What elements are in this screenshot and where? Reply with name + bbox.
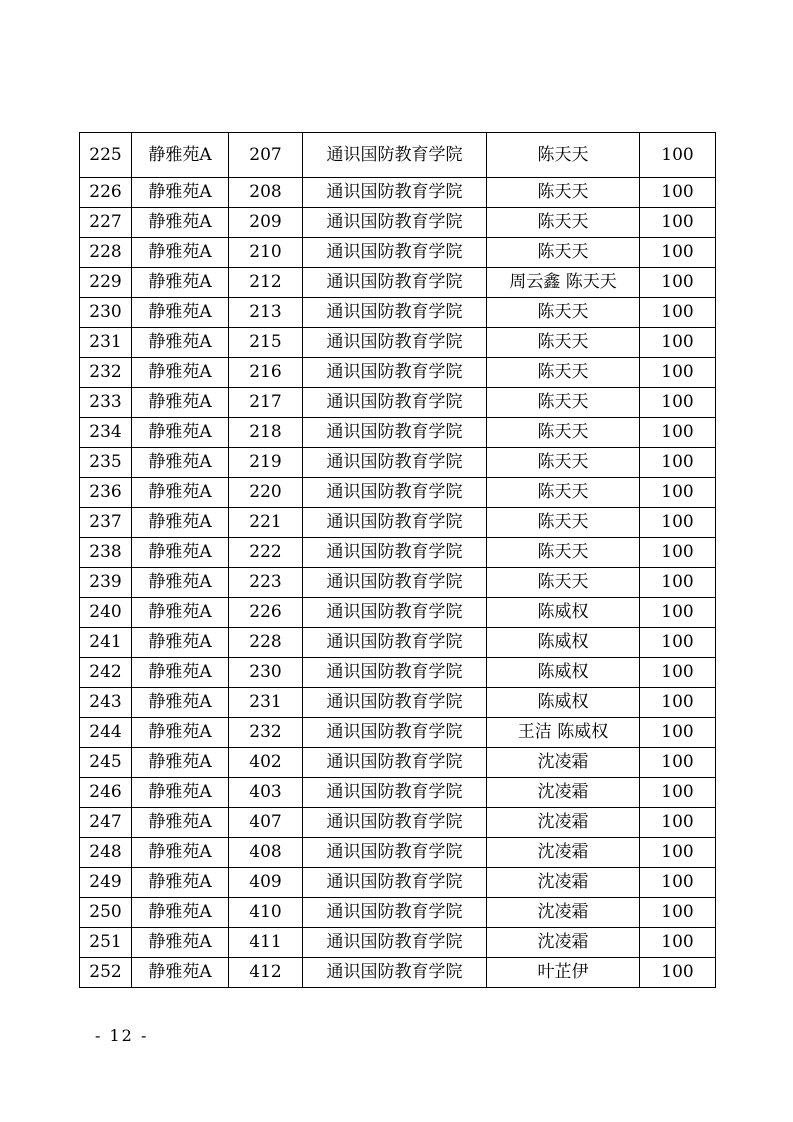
building-cell: 静雅苑A — [132, 748, 229, 778]
college-cell: 通识国防教育学院 — [303, 958, 487, 988]
row-index-cell: 236 — [80, 478, 132, 508]
score-cell: 100 — [640, 718, 716, 748]
table-row — [80, 838, 716, 868]
table-row — [80, 718, 716, 748]
row-index-cell: 231 — [80, 328, 132, 358]
row-index-cell: 246 — [80, 778, 132, 808]
college-cell: 通识国防教育学院 — [303, 358, 487, 388]
score-cell: 100 — [640, 658, 716, 688]
table-row — [80, 898, 716, 928]
building-cell: 静雅苑A — [132, 838, 229, 868]
row-index-cell: 252 — [80, 958, 132, 988]
row-index-cell: 240 — [80, 598, 132, 628]
counselor-cell: 陈威权 — [487, 658, 640, 688]
table-row — [80, 133, 716, 178]
row-index-cell: 225 — [80, 133, 132, 178]
score-cell: 100 — [640, 838, 716, 868]
building-cell: 静雅苑A — [132, 178, 229, 208]
score-cell: 100 — [640, 358, 716, 388]
table-row — [80, 478, 716, 508]
building-cell: 静雅苑A — [132, 538, 229, 568]
room-number-cell: 219 — [229, 448, 303, 478]
row-index-cell: 245 — [80, 748, 132, 778]
room-number-cell: 222 — [229, 538, 303, 568]
room-number-cell: 412 — [229, 958, 303, 988]
counselor-cell: 陈天天 — [487, 538, 640, 568]
room-number-cell: 220 — [229, 478, 303, 508]
building-cell: 静雅苑A — [132, 328, 229, 358]
table-row — [80, 658, 716, 688]
building-cell: 静雅苑A — [132, 868, 229, 898]
room-number-cell: 232 — [229, 718, 303, 748]
building-cell: 静雅苑A — [132, 448, 229, 478]
college-cell: 通识国防教育学院 — [303, 238, 487, 268]
college-cell: 通识国防教育学院 — [303, 298, 487, 328]
counselor-cell: 沈凌霜 — [487, 748, 640, 778]
room-number-cell: 407 — [229, 808, 303, 838]
counselor-cell: 陈天天 — [487, 178, 640, 208]
counselor-cell: 周云鑫 陈天天 — [487, 268, 640, 298]
table-row — [80, 268, 716, 298]
score-cell: 100 — [640, 508, 716, 538]
table-body — [80, 133, 716, 988]
counselor-cell: 陈天天 — [487, 133, 640, 178]
building-cell: 静雅苑A — [132, 268, 229, 298]
college-cell: 通识国防教育学院 — [303, 388, 487, 418]
college-cell: 通识国防教育学院 — [303, 178, 487, 208]
counselor-cell: 陈天天 — [487, 568, 640, 598]
table-row — [80, 508, 716, 538]
building-cell: 静雅苑A — [132, 133, 229, 178]
table-row — [80, 778, 716, 808]
room-number-cell: 410 — [229, 898, 303, 928]
room-number-cell: 215 — [229, 328, 303, 358]
counselor-cell: 陈天天 — [487, 388, 640, 418]
row-index-cell: 230 — [80, 298, 132, 328]
table-row — [80, 238, 716, 268]
room-number-cell: 402 — [229, 748, 303, 778]
counselor-cell: 陈天天 — [487, 328, 640, 358]
table-row — [80, 328, 716, 358]
row-index-cell: 229 — [80, 268, 132, 298]
college-cell: 通识国防教育学院 — [303, 208, 487, 238]
score-cell: 100 — [640, 448, 716, 478]
table-row — [80, 388, 716, 418]
counselor-cell: 沈凌霜 — [487, 928, 640, 958]
college-cell: 通识国防教育学院 — [303, 598, 487, 628]
building-cell: 静雅苑A — [132, 238, 229, 268]
room-number-cell: 216 — [229, 358, 303, 388]
table-row — [80, 568, 716, 598]
score-cell: 100 — [640, 928, 716, 958]
college-cell: 通识国防教育学院 — [303, 778, 487, 808]
college-cell: 通识国防教育学院 — [303, 718, 487, 748]
college-cell: 通识国防教育学院 — [303, 328, 487, 358]
counselor-cell: 陈天天 — [487, 238, 640, 268]
table-row — [80, 958, 716, 988]
table-row — [80, 688, 716, 718]
room-number-cell: 403 — [229, 778, 303, 808]
counselor-cell: 陈天天 — [487, 418, 640, 448]
college-cell: 通识国防教育学院 — [303, 268, 487, 298]
room-number-cell: 408 — [229, 838, 303, 868]
score-cell: 100 — [640, 568, 716, 598]
college-cell: 通识国防教育学院 — [303, 928, 487, 958]
row-index-cell: 244 — [80, 718, 132, 748]
row-index-cell: 241 — [80, 628, 132, 658]
score-cell: 100 — [640, 388, 716, 418]
score-cell: 100 — [640, 418, 716, 448]
counselor-cell: 王洁 陈威权 — [487, 718, 640, 748]
score-cell: 100 — [640, 778, 716, 808]
college-cell: 通识国防教育学院 — [303, 808, 487, 838]
building-cell: 静雅苑A — [132, 928, 229, 958]
row-index-cell: 247 — [80, 808, 132, 838]
row-index-cell: 233 — [80, 388, 132, 418]
table-row — [80, 928, 716, 958]
college-cell: 通识国防教育学院 — [303, 478, 487, 508]
row-index-cell: 238 — [80, 538, 132, 568]
room-number-cell: 207 — [229, 133, 303, 178]
table-row — [80, 298, 716, 328]
college-cell: 通识国防教育学院 — [303, 448, 487, 478]
row-index-cell: 227 — [80, 208, 132, 238]
building-cell: 静雅苑A — [132, 418, 229, 448]
counselor-cell: 陈威权 — [487, 598, 640, 628]
score-cell: 100 — [640, 238, 716, 268]
score-cell: 100 — [640, 178, 716, 208]
building-cell: 静雅苑A — [132, 568, 229, 598]
building-cell: 静雅苑A — [132, 358, 229, 388]
room-number-cell: 212 — [229, 268, 303, 298]
counselor-cell: 陈天天 — [487, 478, 640, 508]
row-index-cell: 248 — [80, 838, 132, 868]
room-number-cell: 411 — [229, 928, 303, 958]
row-index-cell: 232 — [80, 358, 132, 388]
table-row — [80, 418, 716, 448]
counselor-cell: 沈凌霜 — [487, 778, 640, 808]
room-number-cell: 221 — [229, 508, 303, 538]
score-cell: 100 — [640, 478, 716, 508]
row-index-cell: 226 — [80, 178, 132, 208]
room-number-cell: 230 — [229, 658, 303, 688]
table-row — [80, 208, 716, 238]
counselor-cell: 陈威权 — [487, 628, 640, 658]
counselor-cell: 叶芷伊 — [487, 958, 640, 988]
college-cell: 通识国防教育学院 — [303, 748, 487, 778]
counselor-cell: 陈天天 — [487, 298, 640, 328]
counselor-cell: 沈凌霜 — [487, 838, 640, 868]
building-cell: 静雅苑A — [132, 808, 229, 838]
college-cell: 通识国防教育学院 — [303, 538, 487, 568]
page-number: - 12 - — [95, 1026, 149, 1045]
score-cell: 100 — [640, 133, 716, 178]
room-number-cell: 226 — [229, 598, 303, 628]
room-number-cell: 231 — [229, 688, 303, 718]
building-cell: 静雅苑A — [132, 388, 229, 418]
room-number-cell: 409 — [229, 868, 303, 898]
building-cell: 静雅苑A — [132, 958, 229, 988]
room-number-cell: 223 — [229, 568, 303, 598]
college-cell: 通识国防教育学院 — [303, 508, 487, 538]
dormitory-score-table — [79, 132, 716, 988]
table-row — [80, 178, 716, 208]
score-cell: 100 — [640, 208, 716, 238]
building-cell: 静雅苑A — [132, 478, 229, 508]
counselor-cell: 沈凌霜 — [487, 898, 640, 928]
score-cell: 100 — [640, 868, 716, 898]
building-cell: 静雅苑A — [132, 898, 229, 928]
row-index-cell: 234 — [80, 418, 132, 448]
room-number-cell: 208 — [229, 178, 303, 208]
counselor-cell: 陈天天 — [487, 358, 640, 388]
building-cell: 静雅苑A — [132, 688, 229, 718]
row-index-cell: 235 — [80, 448, 132, 478]
college-cell: 通识国防教育学院 — [303, 838, 487, 868]
row-index-cell: 239 — [80, 568, 132, 598]
college-cell: 通识国防教育学院 — [303, 133, 487, 178]
room-number-cell: 217 — [229, 388, 303, 418]
table-row — [80, 628, 716, 658]
room-number-cell: 228 — [229, 628, 303, 658]
building-cell: 静雅苑A — [132, 718, 229, 748]
college-cell: 通识国防教育学院 — [303, 868, 487, 898]
building-cell: 静雅苑A — [132, 628, 229, 658]
college-cell: 通识国防教育学院 — [303, 628, 487, 658]
table-row — [80, 748, 716, 778]
table-row — [80, 448, 716, 478]
table-row — [80, 538, 716, 568]
room-number-cell: 213 — [229, 298, 303, 328]
building-cell: 静雅苑A — [132, 508, 229, 538]
building-cell: 静雅苑A — [132, 298, 229, 328]
score-cell: 100 — [640, 538, 716, 568]
score-cell: 100 — [640, 268, 716, 298]
college-cell: 通识国防教育学院 — [303, 898, 487, 928]
counselor-cell: 陈天天 — [487, 208, 640, 238]
score-cell: 100 — [640, 808, 716, 838]
college-cell: 通识国防教育学院 — [303, 658, 487, 688]
table-row — [80, 808, 716, 838]
counselor-cell: 沈凌霜 — [487, 808, 640, 838]
score-cell: 100 — [640, 328, 716, 358]
score-cell: 100 — [640, 598, 716, 628]
row-index-cell: 243 — [80, 688, 132, 718]
college-cell: 通识国防教育学院 — [303, 688, 487, 718]
building-cell: 静雅苑A — [132, 208, 229, 238]
table-row — [80, 598, 716, 628]
room-number-cell: 218 — [229, 418, 303, 448]
score-cell: 100 — [640, 958, 716, 988]
building-cell: 静雅苑A — [132, 658, 229, 688]
row-index-cell: 237 — [80, 508, 132, 538]
building-cell: 静雅苑A — [132, 778, 229, 808]
row-index-cell: 251 — [80, 928, 132, 958]
row-index-cell: 249 — [80, 868, 132, 898]
building-cell: 静雅苑A — [132, 598, 229, 628]
room-number-cell: 209 — [229, 208, 303, 238]
score-cell: 100 — [640, 688, 716, 718]
counselor-cell: 沈凌霜 — [487, 868, 640, 898]
row-index-cell: 250 — [80, 898, 132, 928]
score-cell: 100 — [640, 748, 716, 778]
score-cell: 100 — [640, 898, 716, 928]
counselor-cell: 陈天天 — [487, 448, 640, 478]
room-number-cell: 210 — [229, 238, 303, 268]
score-cell: 100 — [640, 628, 716, 658]
row-index-cell: 242 — [80, 658, 132, 688]
row-index-cell: 228 — [80, 238, 132, 268]
college-cell: 通识国防教育学院 — [303, 418, 487, 448]
college-cell: 通识国防教育学院 — [303, 568, 487, 598]
counselor-cell: 陈威权 — [487, 688, 640, 718]
table-row — [80, 868, 716, 898]
counselor-cell: 陈天天 — [487, 508, 640, 538]
table-row — [80, 358, 716, 388]
score-cell: 100 — [640, 298, 716, 328]
